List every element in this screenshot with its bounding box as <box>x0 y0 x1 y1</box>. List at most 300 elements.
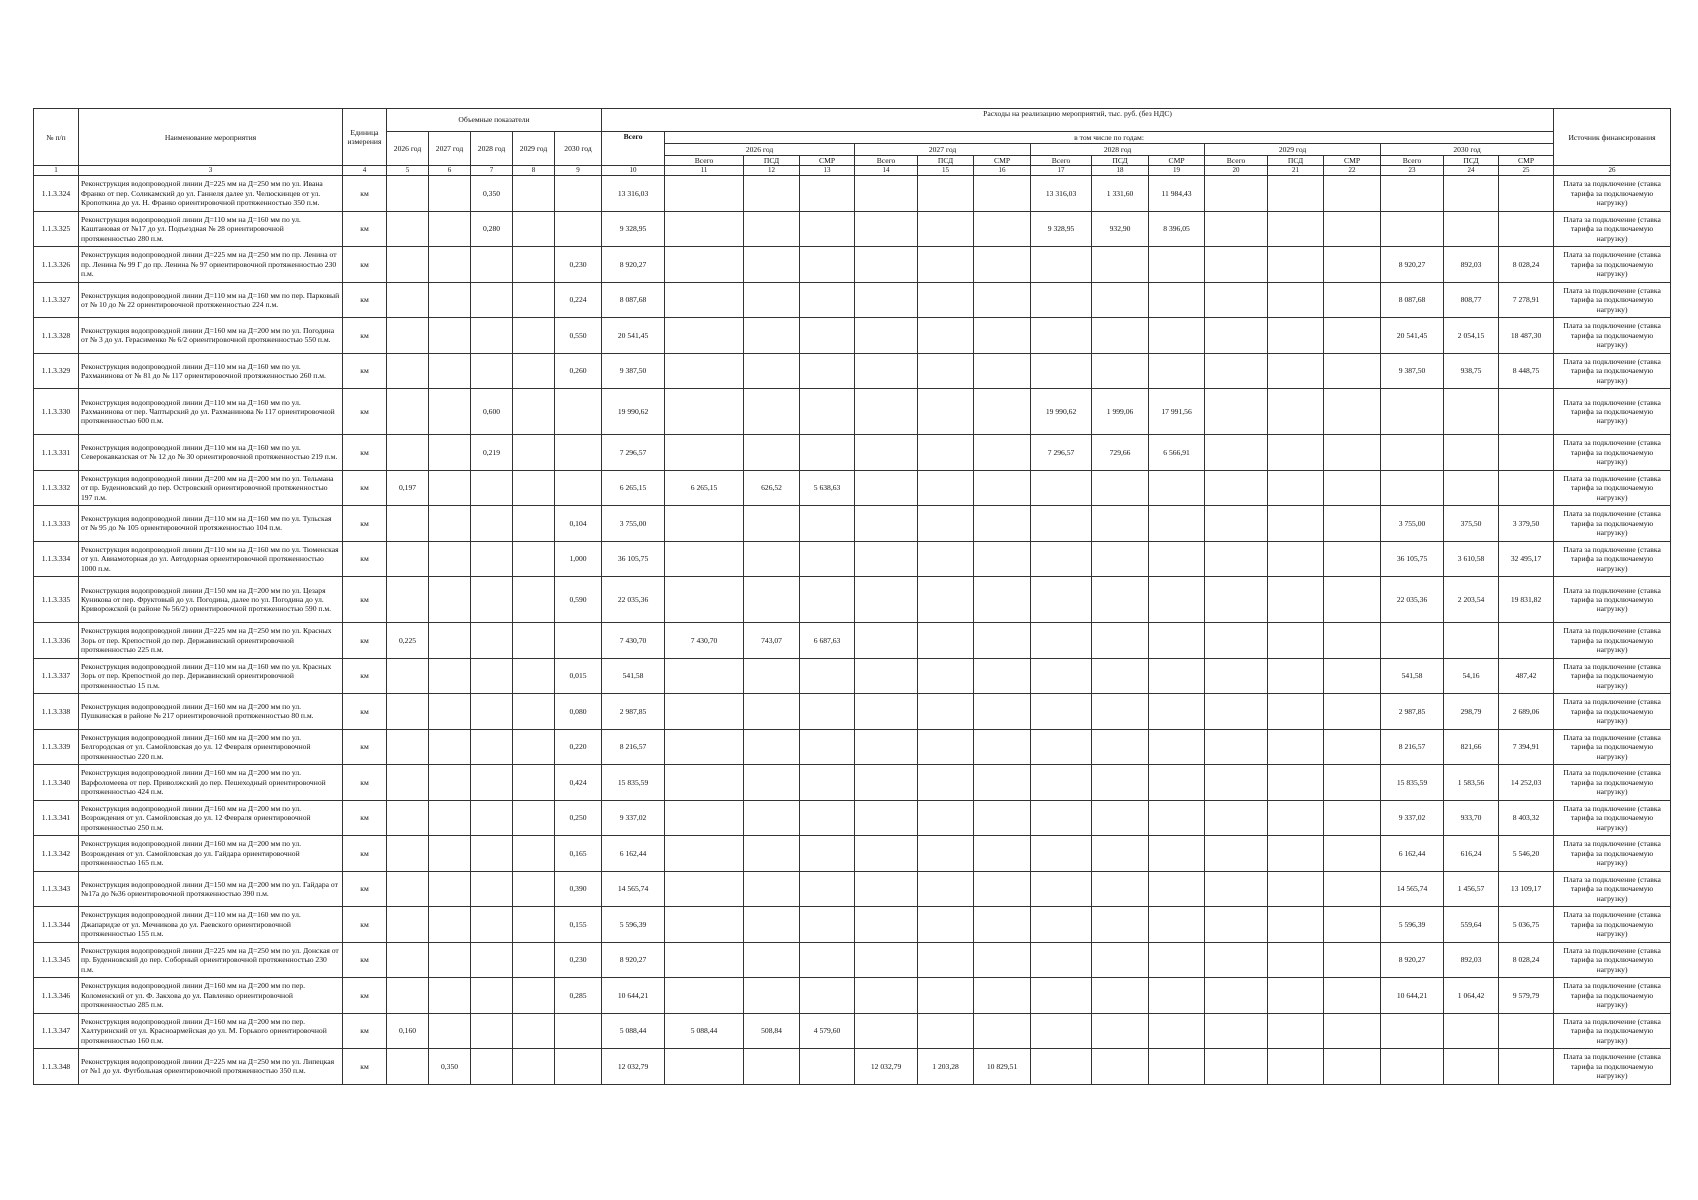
row-source: Плата за подключение (ставка тарифа за подключаемую нагрузку) <box>1554 318 1671 354</box>
row-volume: 0,550 <box>555 318 602 354</box>
row-volume: 0,015 <box>555 658 602 694</box>
row-expense <box>918 318 974 354</box>
row-name: Реконструкция водопроводной линии Д=225 мм на Д=250 мм по ул. Ивана Франко от пер. Соликамский до ул. Ганнеля далее ул. Челюскинцев от ул. Кропоткина до ул. Н. Франко ориентировочной протяженностью 350 п.м. <box>79 176 343 212</box>
row-expense <box>918 942 974 978</box>
row-expense <box>1205 623 1268 659</box>
row-volume <box>513 435 555 471</box>
row-expense <box>1324 353 1381 389</box>
row-expense <box>744 907 800 943</box>
row-volume <box>555 470 602 506</box>
row-volume <box>471 247 513 283</box>
row-volume <box>387 353 429 389</box>
row-unit: км <box>343 800 387 836</box>
row-expense <box>1268 729 1324 765</box>
header-exp-2028: 2028 год <box>1031 144 1205 156</box>
row-volume: 0,350 <box>429 1049 471 1085</box>
row-unit: км <box>343 694 387 730</box>
row-volume <box>387 247 429 283</box>
row-expense <box>1031 800 1092 836</box>
row-expense <box>665 836 744 872</box>
row-expense <box>918 211 974 247</box>
row-code: 1.1.3.337 <box>34 658 79 694</box>
row-expense: 8 920,27 <box>1381 247 1444 283</box>
header-col-number: 23 <box>1381 166 1444 176</box>
row-unit: км <box>343 318 387 354</box>
row-name: Реконструкция водопроводной линии Д=150 мм на Д=200 мм по ул. Цезаря Куникова от пер. Фруктовый до ул. Погодина, далее по ул. Погодина до ул. Криворожской (в районе № 56/2) ориентировочной протяженностью 590 п.м. <box>79 577 343 623</box>
row-expense <box>1092 282 1149 318</box>
row-volume: 0,424 <box>555 765 602 801</box>
row-volume <box>513 942 555 978</box>
row-expense: 6 687,63 <box>800 623 855 659</box>
row-expense: 9 579,79 <box>1499 978 1554 1014</box>
row-volume <box>429 1013 471 1049</box>
row-expense: 1 999,06 <box>1092 389 1149 435</box>
row-name: Реконструкция водопроводной линии Д=110 мм на Д=160 мм по ул. Тюменская от ул. Авиамоторная до ул. Автодорная ориентировочной протяженностью 1000 п.м. <box>79 541 343 577</box>
row-source: Плата за подключение (ставка тарифа за подключаемую нагрузку) <box>1554 1049 1671 1085</box>
row-expense: 8 028,24 <box>1499 247 1554 283</box>
row-code: 1.1.3.327 <box>34 282 79 318</box>
row-expense <box>1092 1013 1149 1049</box>
row-volume <box>471 836 513 872</box>
row-expense <box>1268 907 1324 943</box>
row-expense: 3 610,58 <box>1444 541 1499 577</box>
row-total: 5 596,39 <box>602 907 665 943</box>
row-expense <box>1268 577 1324 623</box>
row-expense <box>918 506 974 542</box>
row-expense <box>1205 1049 1268 1085</box>
row-source: Плата за подключение (ставка тарифа за подключаемую нагрузку) <box>1554 176 1671 212</box>
row-expense <box>800 353 855 389</box>
row-volume <box>429 577 471 623</box>
row-volume <box>387 541 429 577</box>
row-expense <box>1444 1049 1499 1085</box>
row-expense <box>918 694 974 730</box>
table-row <box>34 353 1671 389</box>
row-total: 8 216,57 <box>602 729 665 765</box>
row-volume <box>387 176 429 212</box>
row-expense <box>1092 871 1149 907</box>
row-volume <box>555 389 602 435</box>
row-expense <box>1031 577 1092 623</box>
row-volume <box>387 907 429 943</box>
row-code: 1.1.3.332 <box>34 470 79 506</box>
row-expense <box>665 978 744 1014</box>
row-expense <box>665 435 744 471</box>
row-expense <box>744 871 800 907</box>
row-expense <box>1031 907 1092 943</box>
row-volume <box>555 623 602 659</box>
row-expense <box>1031 978 1092 1014</box>
header-subcol: ПСД <box>1092 156 1149 166</box>
row-expense <box>1324 978 1381 1014</box>
row-expense <box>1205 353 1268 389</box>
row-expense <box>1205 577 1268 623</box>
header-col-number: 19 <box>1149 166 1205 176</box>
row-expense <box>1324 871 1381 907</box>
row-expense <box>1381 435 1444 471</box>
row-total: 36 105,75 <box>602 541 665 577</box>
row-unit: км <box>343 907 387 943</box>
row-expense <box>974 435 1031 471</box>
row-volume <box>429 942 471 978</box>
row-expense <box>665 907 744 943</box>
row-expense <box>1149 1049 1205 1085</box>
row-expense <box>800 942 855 978</box>
header-subcol: Всего <box>855 156 918 166</box>
row-expense: 2 987,85 <box>1381 694 1444 730</box>
row-code: 1.1.3.330 <box>34 389 79 435</box>
row-expense <box>918 541 974 577</box>
row-expense <box>1499 211 1554 247</box>
row-expense <box>744 942 800 978</box>
row-expense <box>974 541 1031 577</box>
row-volume <box>513 353 555 389</box>
row-expense <box>855 506 918 542</box>
row-expense <box>744 765 800 801</box>
row-expense <box>1205 176 1268 212</box>
row-volume <box>429 506 471 542</box>
row-expense: 2 689,06 <box>1499 694 1554 730</box>
row-expense <box>665 871 744 907</box>
row-expense <box>1149 800 1205 836</box>
row-volume <box>555 1013 602 1049</box>
row-volume: 0,104 <box>555 506 602 542</box>
row-expense <box>974 1013 1031 1049</box>
row-volume <box>513 247 555 283</box>
row-volume <box>513 800 555 836</box>
header-col-number: 12 <box>744 166 800 176</box>
row-expense <box>1381 470 1444 506</box>
row-total: 10 644,21 <box>602 978 665 1014</box>
header-col-number: 18 <box>1092 166 1149 176</box>
row-expense: 14 565,74 <box>1381 871 1444 907</box>
row-expense: 541,58 <box>1381 658 1444 694</box>
row-volume <box>387 765 429 801</box>
table-row <box>34 942 1671 978</box>
row-expense <box>1149 318 1205 354</box>
row-total: 13 316,03 <box>602 176 665 212</box>
row-name: Реконструкция водопроводной линии Д=225 мм на Д=250 мм по пр. Ленина от пр. Ленина № 99 Г до пр. Ленина № 97 ориентировочной протяженностью 230 п.м. <box>79 247 343 283</box>
header-unit: Единица измерения <box>343 109 387 166</box>
row-expense <box>665 506 744 542</box>
row-expense <box>1324 389 1381 435</box>
row-expense: 7 394,91 <box>1499 729 1554 765</box>
row-unit: км <box>343 282 387 318</box>
row-expense <box>1031 1049 1092 1085</box>
row-expense: 559,64 <box>1444 907 1499 943</box>
row-volume <box>429 729 471 765</box>
row-expense: 487,42 <box>1499 658 1554 694</box>
row-volume <box>471 658 513 694</box>
header-subcol: Всего <box>665 156 744 166</box>
row-expense <box>974 247 1031 283</box>
header-col-number: 4 <box>343 166 387 176</box>
header-col-number: 21 <box>1268 166 1324 176</box>
row-volume <box>513 506 555 542</box>
row-volume <box>513 389 555 435</box>
row-expense <box>918 353 974 389</box>
row-expense <box>974 765 1031 801</box>
row-volume <box>429 389 471 435</box>
row-expense <box>744 506 800 542</box>
table-row <box>34 211 1671 247</box>
header-col-number: 25 <box>1499 166 1554 176</box>
row-expense <box>1031 729 1092 765</box>
row-expense <box>1205 211 1268 247</box>
row-volume <box>429 541 471 577</box>
row-code: 1.1.3.341 <box>34 800 79 836</box>
row-expense <box>974 729 1031 765</box>
row-expense: 15 835,59 <box>1381 765 1444 801</box>
row-expense <box>1092 694 1149 730</box>
row-volume <box>471 694 513 730</box>
row-expense: 892,03 <box>1444 942 1499 978</box>
row-volume <box>429 318 471 354</box>
row-expense <box>1268 389 1324 435</box>
row-expense <box>1031 836 1092 872</box>
header-col-number: 10 <box>602 166 665 176</box>
row-expense <box>1149 765 1205 801</box>
row-expense <box>1092 1049 1149 1085</box>
row-volume <box>387 1049 429 1085</box>
row-total: 7 296,57 <box>602 435 665 471</box>
row-expense <box>744 658 800 694</box>
row-expense <box>665 389 744 435</box>
row-expense: 8 028,24 <box>1499 942 1554 978</box>
row-expense <box>1205 765 1268 801</box>
row-volume <box>513 577 555 623</box>
row-expense: 8 216,57 <box>1381 729 1444 765</box>
row-volume <box>429 658 471 694</box>
header-subcol: СМР <box>1149 156 1205 166</box>
row-expense <box>1149 729 1205 765</box>
row-expense <box>974 506 1031 542</box>
row-volume <box>555 435 602 471</box>
row-name: Реконструкция водопроводной линии Д=160 мм на Д=200 мм по пер. Коломенский от ул. Ф. Закхова до ул. Павленко ориентировочной протяженностью 285 п.м. <box>79 978 343 1014</box>
header-exp-2027: 2027 год <box>855 144 1031 156</box>
row-expense <box>1444 623 1499 659</box>
row-unit: км <box>343 765 387 801</box>
row-code: 1.1.3.329 <box>34 353 79 389</box>
row-expense <box>855 942 918 978</box>
table-row <box>34 470 1671 506</box>
row-expense <box>744 389 800 435</box>
row-total: 3 755,00 <box>602 506 665 542</box>
row-volume <box>471 978 513 1014</box>
row-unit: км <box>343 176 387 212</box>
row-name: Реконструкция водопроводной линии Д=110 мм на Д=160 мм по ул. Рахманинова от № 81 до № 117 ориентировочной протяженностью 260 п.м. <box>79 353 343 389</box>
row-expense <box>1205 470 1268 506</box>
row-source: Плата за подключение (ставка тарифа за подключаемую нагрузку) <box>1554 282 1671 318</box>
row-expense <box>1149 658 1205 694</box>
row-volume: 0,165 <box>555 836 602 872</box>
row-expense <box>665 353 744 389</box>
row-expense: 5 596,39 <box>1381 907 1444 943</box>
row-expense <box>1499 1013 1554 1049</box>
row-volume <box>471 353 513 389</box>
row-volume <box>513 836 555 872</box>
row-expense <box>918 282 974 318</box>
row-expense <box>665 729 744 765</box>
row-volume: 0,350 <box>471 176 513 212</box>
row-expense <box>1324 318 1381 354</box>
row-expense <box>855 694 918 730</box>
row-expense <box>855 176 918 212</box>
row-expense <box>1268 871 1324 907</box>
row-expense: 8 396,05 <box>1149 211 1205 247</box>
row-volume <box>429 353 471 389</box>
row-volume <box>471 729 513 765</box>
row-expense: 18 487,30 <box>1499 318 1554 354</box>
header-subcol: Всего <box>1205 156 1268 166</box>
header-col-number: 11 <box>665 166 744 176</box>
row-expense <box>1268 765 1324 801</box>
row-expense <box>1268 836 1324 872</box>
row-volume <box>387 318 429 354</box>
row-volume <box>471 282 513 318</box>
row-expense <box>1268 211 1324 247</box>
row-expense <box>974 318 1031 354</box>
row-volume: 0,080 <box>555 694 602 730</box>
row-expense <box>974 353 1031 389</box>
row-expense <box>1149 353 1205 389</box>
row-expense: 11 984,43 <box>1149 176 1205 212</box>
row-expense: 9 337,02 <box>1381 800 1444 836</box>
row-volume: 0,280 <box>471 211 513 247</box>
row-expense <box>1205 907 1268 943</box>
row-expense <box>1149 577 1205 623</box>
row-expense <box>1205 282 1268 318</box>
row-expense <box>855 1013 918 1049</box>
row-expense <box>1324 907 1381 943</box>
row-expense <box>918 470 974 506</box>
row-unit: км <box>343 836 387 872</box>
row-unit: км <box>343 506 387 542</box>
row-expense <box>1031 1013 1092 1049</box>
row-source: Плата за подключение (ставка тарифа за подключаемую нагрузку) <box>1554 389 1671 435</box>
row-unit: км <box>343 211 387 247</box>
row-source: Плата за подключение (ставка тарифа за подключаемую нагрузку) <box>1554 470 1671 506</box>
row-volume <box>387 871 429 907</box>
row-code: 1.1.3.348 <box>34 1049 79 1085</box>
row-expense <box>918 389 974 435</box>
header-total: Всего <box>602 132 665 166</box>
row-expense <box>800 318 855 354</box>
row-expense <box>1149 623 1205 659</box>
row-expense <box>1092 577 1149 623</box>
row-volume: 0,230 <box>555 247 602 283</box>
row-name: Реконструкция водопроводной линии Д=225 мм на Д=250 мм по ул. Красных Зорь от пер. Крепостной до пер. Державинский ориентировочной протяженностью 225 п.м. <box>79 623 343 659</box>
row-expense <box>1092 907 1149 943</box>
row-source: Плата за подключение (ставка тарифа за подключаемую нагрузку) <box>1554 658 1671 694</box>
row-volume <box>513 765 555 801</box>
row-volume <box>471 577 513 623</box>
header-exp-2026: 2026 год <box>665 144 855 156</box>
row-expense <box>1324 247 1381 283</box>
row-expense <box>1324 1013 1381 1049</box>
header-exp-2030: 2030 год <box>1381 144 1554 156</box>
table-row <box>34 978 1671 1014</box>
row-expense <box>1324 1049 1381 1085</box>
row-expense <box>1092 729 1149 765</box>
row-unit: км <box>343 729 387 765</box>
row-volume <box>471 506 513 542</box>
row-expense <box>1324 470 1381 506</box>
row-expense <box>1092 247 1149 283</box>
row-volume <box>429 836 471 872</box>
row-unit: км <box>343 1049 387 1085</box>
row-expense <box>855 871 918 907</box>
row-expense: 938,75 <box>1444 353 1499 389</box>
header-vol-2030: 2030 год <box>555 132 602 166</box>
row-expense <box>1268 506 1324 542</box>
row-volume <box>513 729 555 765</box>
row-expense <box>1324 176 1381 212</box>
row-expense: 1 064,42 <box>1444 978 1499 1014</box>
row-unit: км <box>343 435 387 471</box>
row-name: Реконструкция водопроводной линии Д=110 мм на Д=160 мм по ул. Тульская от № 95 до № 105 ориентировочной протяженностью 104 п.м. <box>79 506 343 542</box>
row-code: 1.1.3.324 <box>34 176 79 212</box>
row-expense: 13 109,17 <box>1499 871 1554 907</box>
row-expense: 616,24 <box>1444 836 1499 872</box>
row-volume <box>513 541 555 577</box>
row-expense <box>1444 389 1499 435</box>
row-expense <box>855 282 918 318</box>
row-source: Плата за подключение (ставка тарифа за подключаемую нагрузку) <box>1554 942 1671 978</box>
row-expense: 7 430,70 <box>665 623 744 659</box>
row-source: Плата за подключение (ставка тарифа за подключаемую нагрузку) <box>1554 871 1671 907</box>
table-row <box>34 871 1671 907</box>
table-row <box>34 435 1671 471</box>
row-volume <box>387 729 429 765</box>
row-expense <box>1268 694 1324 730</box>
row-source: Плата за подключение (ставка тарифа за подключаемую нагрузку) <box>1554 353 1671 389</box>
row-expense <box>918 871 974 907</box>
row-expense <box>1268 942 1324 978</box>
row-expense <box>744 353 800 389</box>
row-expense <box>918 800 974 836</box>
row-expense <box>665 318 744 354</box>
row-volume: 0,225 <box>387 623 429 659</box>
row-code: 1.1.3.345 <box>34 942 79 978</box>
row-expense <box>665 577 744 623</box>
row-code: 1.1.3.347 <box>34 1013 79 1049</box>
table-row <box>34 318 1671 354</box>
row-volume <box>555 176 602 212</box>
row-name: Реконструкция водопроводной линии Д=110 мм на Д=160 мм по ул. Каштановая от №17 до ул. Подъездная № 28 ориентировочной протяженностью 280 п.м. <box>79 211 343 247</box>
row-expense <box>1092 541 1149 577</box>
row-name: Реконструкция водопроводной линии Д=160 мм на Д=200 мм по ул. Варфоломеева от пер. Приволжский до пер. Пешеходный ориентировочной протяженностью 424 п.м. <box>79 765 343 801</box>
row-name: Реконструкция водопроводной линии Д=160 мм на Д=200 мм по ул. Возрождения от ул. Самойловская до ул. 12 Февраля ориентировочной протяженностью 250 п.м. <box>79 800 343 836</box>
row-expense <box>855 658 918 694</box>
row-expense: 36 105,75 <box>1381 541 1444 577</box>
row-volume <box>429 282 471 318</box>
row-expense <box>1268 247 1324 283</box>
row-expense <box>1499 470 1554 506</box>
row-expense <box>665 282 744 318</box>
table-row <box>34 658 1671 694</box>
row-expense <box>1268 541 1324 577</box>
header-subcol: СМР <box>974 156 1031 166</box>
row-volume <box>471 470 513 506</box>
header-subcol: ПСД <box>1444 156 1499 166</box>
row-expense <box>665 942 744 978</box>
row-expense <box>855 836 918 872</box>
row-expense <box>1444 176 1499 212</box>
row-code: 1.1.3.336 <box>34 623 79 659</box>
row-expense <box>744 435 800 471</box>
row-expense: 3 755,00 <box>1381 506 1444 542</box>
